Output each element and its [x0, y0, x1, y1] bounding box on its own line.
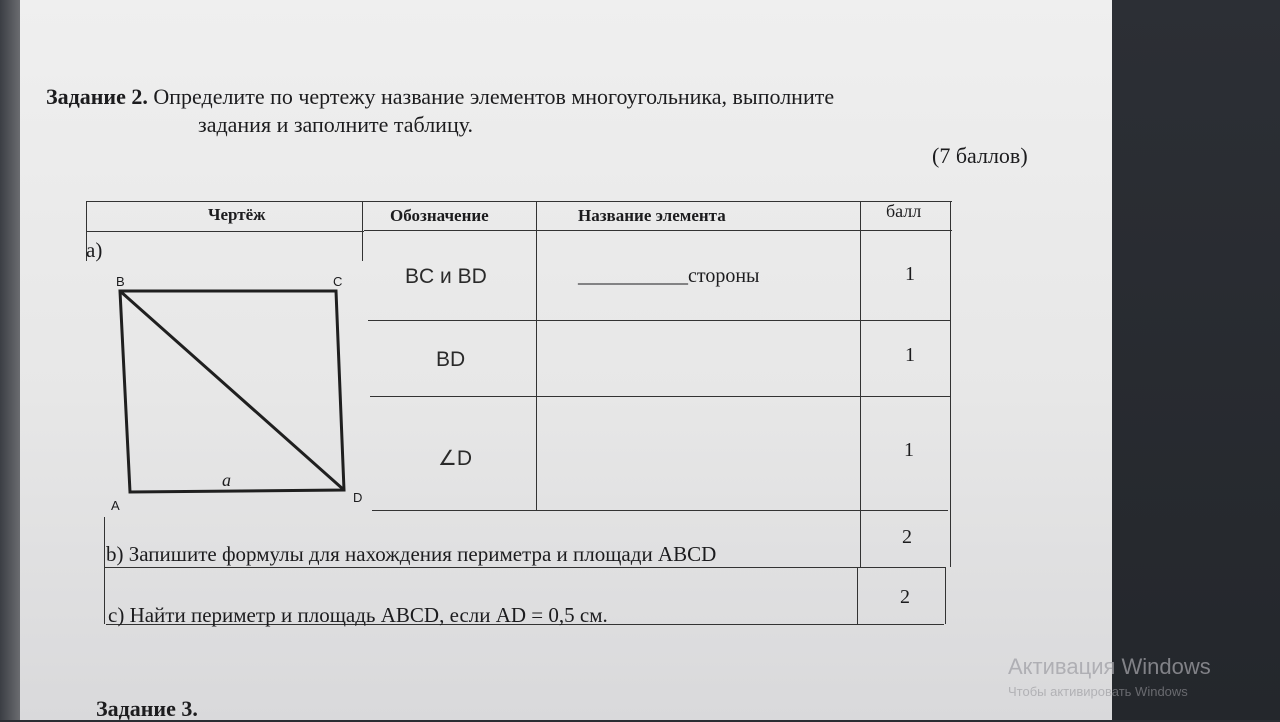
task-text-line1: Определите по чертежу название элементов многоугольника, выполните	[153, 84, 835, 109]
header-notation: Обозначение	[390, 206, 489, 225]
watermark-line2: Чтобы активировать Windows	[1008, 684, 1188, 699]
part-b-text: b) Запишите формулы для нахождения периметра и площади ABCD	[106, 542, 717, 566]
part-b-score: 2	[902, 526, 912, 548]
task-points: (7 баллов)	[932, 143, 1028, 168]
part-c-score: 2	[900, 586, 910, 608]
row1-notation: BC и BD	[405, 265, 487, 288]
header-element-name: Название элемента	[578, 206, 726, 225]
header-score: балл	[886, 201, 922, 221]
task-text-line2: задания и заполните таблицу.	[198, 112, 474, 137]
row3-notation: ∠D	[438, 447, 472, 470]
row2-notation: BD	[436, 348, 466, 371]
vertex-b-label: B	[116, 274, 125, 289]
part-c-text: c) Найти периметр и площадь ABCD, если AD = 0,5 см.	[108, 603, 608, 627]
side-a-label: a	[222, 470, 231, 490]
header-drawing: Чертёж	[208, 205, 266, 224]
row1-blank: ___________	[578, 265, 688, 287]
vertex-d-label: D	[353, 490, 363, 505]
windows-activation-watermark	[1008, 654, 1211, 699]
vertex-a-label: A	[111, 498, 120, 513]
row1-score: 1	[905, 263, 915, 285]
row3-score: 1	[904, 439, 914, 461]
diagonal-bd	[120, 291, 344, 490]
row1-name-suffix: стороны	[688, 265, 760, 287]
next-task-heading: Задание 3.	[96, 696, 198, 721]
task-label: Задание 2.	[46, 84, 148, 109]
part-a-label: a)	[86, 238, 103, 262]
row2-score: 1	[905, 344, 915, 366]
vertex-c-label: C	[333, 274, 343, 289]
watermark-line1: Активация Windows	[1008, 654, 1211, 679]
